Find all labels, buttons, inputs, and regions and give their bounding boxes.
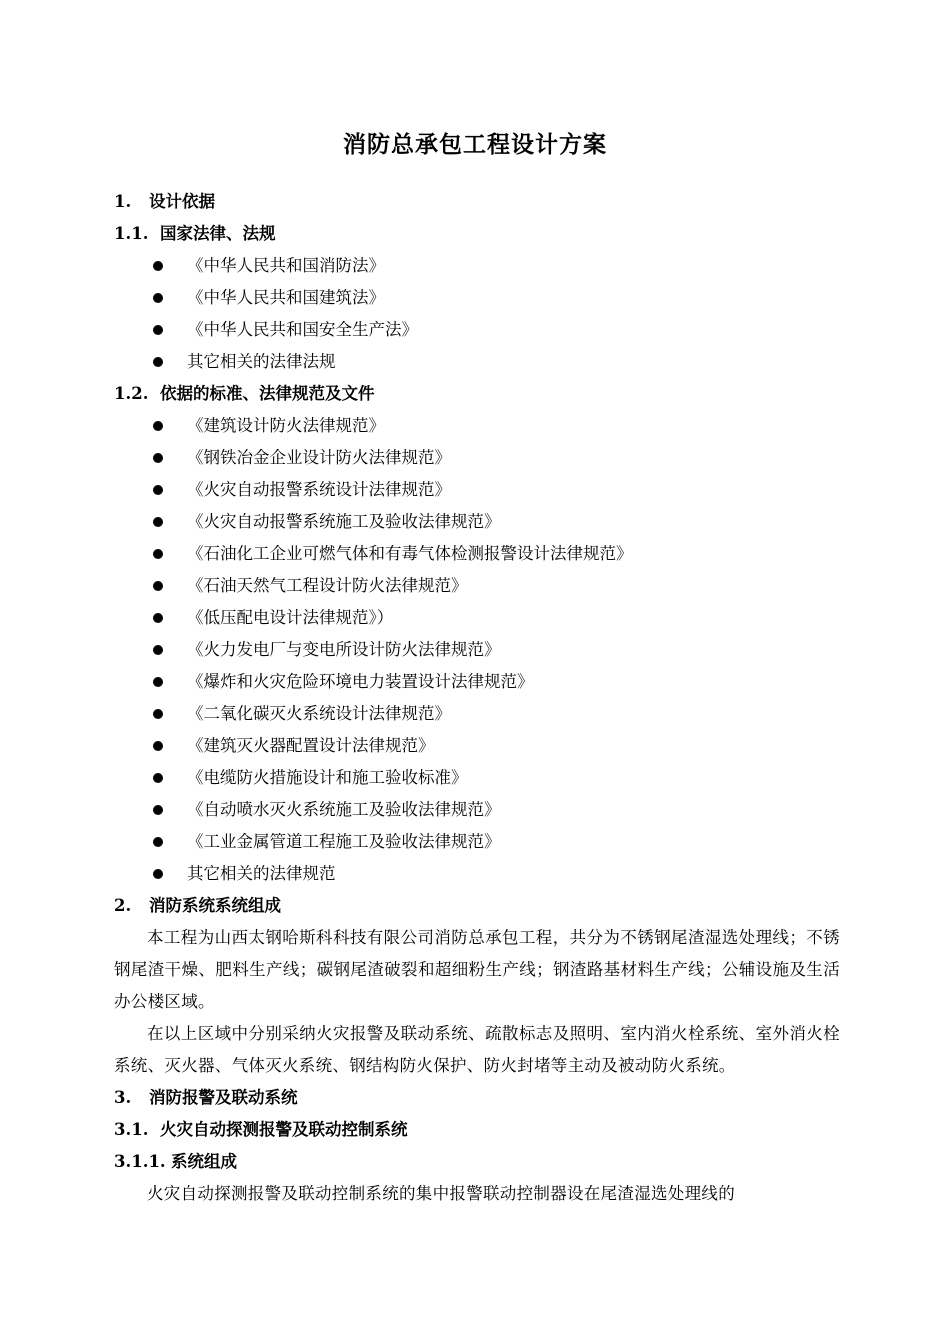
list-item: 《工业金属管道工程施工及验收法律规范》 bbox=[114, 826, 840, 858]
heading-text: 火灾自动探测报警及联动控制系统 bbox=[160, 1120, 408, 1139]
list-item: 《中华人民共和国建筑法》 bbox=[114, 282, 840, 314]
bullet-icon bbox=[153, 869, 163, 879]
bullet-icon bbox=[153, 581, 163, 591]
heading-number: 2. bbox=[114, 896, 132, 915]
bullet-icon bbox=[153, 453, 163, 463]
standards-list bbox=[114, 410, 840, 890]
bullet-icon bbox=[153, 741, 163, 751]
list-item: 《建筑灭火器配置设计法律规范》 bbox=[114, 730, 840, 762]
heading-section-1 bbox=[114, 186, 840, 218]
list-item: 《自动喷水灭火系统施工及验收法律规范》 bbox=[114, 794, 840, 826]
list-item: 《中华人民共和国安全生产法》 bbox=[114, 314, 840, 346]
heading-number: 1.1. bbox=[114, 224, 149, 243]
bullet-icon bbox=[153, 837, 163, 847]
list-item: 《中华人民共和国消防法》 bbox=[114, 250, 840, 282]
list-item: 《二氧化碳灭火系统设计法律规范》 bbox=[114, 698, 840, 730]
list-item: 《石油化工企业可燃气体和有毒气体检测报警设计法律规范》 bbox=[114, 538, 840, 570]
law-list bbox=[114, 250, 840, 378]
list-item: 《钢铁冶金企业设计防火法律规范》 bbox=[114, 442, 840, 474]
heading-text: 设计依据 bbox=[149, 192, 215, 211]
paragraph: 在以上区域中分别采纳火灾报警及联动系统、疏散标志及照明、室内消火栓系统、室外消火栓系统、灭火器、气体灭火系统、钢结构防火保护、防火封堵等主动及被动防火系统。 bbox=[114, 1024, 840, 1075]
heading-number: 3.1. bbox=[114, 1120, 149, 1139]
bullet-icon bbox=[153, 613, 163, 623]
heading-number: 3.1.1. bbox=[114, 1152, 166, 1171]
list-item: 《石油天然气工程设计防火法律规范》 bbox=[114, 570, 840, 602]
bullet-icon bbox=[153, 645, 163, 655]
bullet-icon bbox=[153, 517, 163, 527]
list-item: 《火力发电厂与变电所设计防火法律规范》 bbox=[114, 634, 840, 666]
document-title: 消防总承包工程设计方案 bbox=[343, 131, 607, 158]
bullet-icon bbox=[153, 773, 163, 783]
heading-section-3-1-1 bbox=[114, 1146, 840, 1178]
bullet-icon bbox=[153, 677, 163, 687]
heading-section-3-1 bbox=[114, 1114, 840, 1146]
bullet-icon bbox=[153, 421, 163, 431]
heading-text: 消防报警及联动系统 bbox=[149, 1088, 298, 1107]
list-item: 《火灾自动报警系统设计法律规范》 bbox=[114, 474, 840, 506]
heading-section-2 bbox=[114, 890, 840, 922]
list-item: 其它相关的法律规范 bbox=[114, 858, 840, 890]
bullet-icon bbox=[153, 805, 163, 815]
bullet-icon bbox=[153, 709, 163, 719]
paragraph: 火灾自动探测报警及联动控制系统的集中报警联动控制器设在尾渣湿选处理线的 bbox=[147, 1184, 735, 1203]
bullet-icon bbox=[153, 485, 163, 495]
bullet-icon bbox=[153, 549, 163, 559]
paragraph: 本工程为山西太钢哈斯科科技有限公司消防总承包工程，共分为不锈钢尾渣湿选处理线；不锈钢尾渣干燥、肥料生产线；碳钢尾渣破裂和超细粉生产线；钢渣路基材料生产线；公辅设施及生活办公楼区域。 bbox=[114, 928, 840, 1011]
heading-section-3 bbox=[114, 1082, 840, 1114]
heading-text: 系统组成 bbox=[171, 1152, 237, 1171]
list-item: 《爆炸和火灾危险环境电力装置设计法律规范》 bbox=[114, 666, 840, 698]
list-item: 《火灾自动报警系统施工及验收法律规范》 bbox=[114, 506, 840, 538]
heading-text: 国家法律、法规 bbox=[160, 224, 276, 243]
heading-section-1-1 bbox=[114, 218, 840, 250]
list-item: 《电缆防火措施设计和施工验收标准》 bbox=[114, 762, 840, 794]
list-item: 《低压配电设计法律规范》） bbox=[114, 602, 840, 634]
heading-number: 3. bbox=[114, 1088, 132, 1107]
bullet-icon bbox=[153, 293, 163, 303]
list-item: 其它相关的法律法规 bbox=[114, 346, 840, 378]
heading-number: 1. bbox=[114, 192, 132, 211]
heading-text: 依据的标准、法律规范及文件 bbox=[160, 384, 375, 403]
heading-number: 1.2. bbox=[114, 384, 149, 403]
bullet-icon bbox=[153, 261, 163, 271]
document-body bbox=[114, 186, 840, 1210]
heading-text: 消防系统系统组成 bbox=[149, 896, 281, 915]
bullet-icon bbox=[153, 357, 163, 367]
heading-section-1-2 bbox=[114, 378, 840, 410]
bullet-icon bbox=[153, 325, 163, 335]
list-item: 《建筑设计防火法律规范》 bbox=[114, 410, 840, 442]
